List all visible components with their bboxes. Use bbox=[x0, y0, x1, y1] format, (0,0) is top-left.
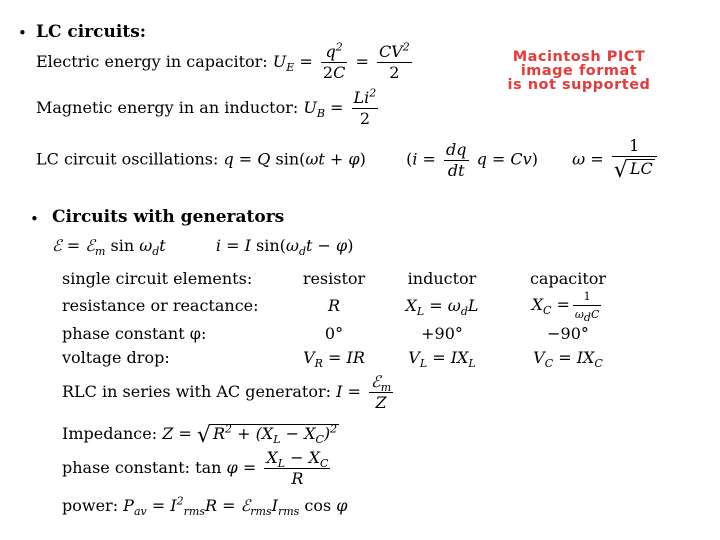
unsupported-image-notice bbox=[466, 50, 692, 92]
equation: $U_B$ = bbox=[303, 98, 344, 121]
equation: i = bbox=[412, 149, 436, 169]
equation: ω = bbox=[572, 149, 604, 169]
equation: ( bbox=[406, 149, 413, 169]
equation: i = I bbox=[215, 236, 257, 255]
fraction: $\frac{Li^2}{2}$ bbox=[353, 86, 377, 128]
equals-sign: = bbox=[355, 52, 369, 71]
power-label: power: bbox=[62, 496, 119, 515]
bullet: • bbox=[30, 210, 39, 228]
notice-line: Macintosh PICT bbox=[512, 49, 646, 65]
equation: ωt + φ bbox=[305, 149, 360, 169]
phase-constant-label: phase constant: bbox=[62, 458, 191, 477]
sqrt-symbol: √ bbox=[196, 423, 211, 448]
bullet: • bbox=[18, 24, 27, 42]
table-cell: $V_L = IX_L$ bbox=[408, 347, 476, 370]
table-row bbox=[62, 345, 628, 369]
equation: φ bbox=[331, 496, 348, 515]
equation: sin( bbox=[256, 236, 286, 255]
table-row-label: voltage drop: bbox=[62, 347, 170, 367]
fraction: $\frac{dq}{dt}$ bbox=[446, 139, 467, 180]
equation: I = bbox=[336, 382, 361, 401]
magnetic-energy-line bbox=[36, 86, 381, 128]
table-row-label: resistance or reactance: bbox=[62, 296, 259, 315]
rlc-series-label: RLC in series with AC generator: bbox=[62, 382, 332, 401]
table-header: capacitor bbox=[529, 268, 607, 288]
table-row bbox=[62, 290, 628, 321]
equation: $R^2 + (X_L - X_C)^2$ bbox=[212, 422, 338, 447]
magnetic-energy-label: Magnetic energy in an inductor: bbox=[36, 98, 299, 117]
lc-oscillations-label: LC circuit oscillations: bbox=[36, 149, 219, 169]
rlc-series-line bbox=[62, 374, 396, 411]
equation: $U_E$ = bbox=[272, 52, 313, 75]
equation: $P_{av} = I^2_{rms}R$ = $ℰ_{rms}I_{rms}$ bbox=[123, 494, 300, 519]
equation: Z = bbox=[162, 424, 197, 443]
notice-line: image format bbox=[520, 63, 638, 79]
table-cell: R bbox=[327, 296, 341, 315]
table-cell: 0° bbox=[324, 323, 344, 343]
equation: $\omega_dt - \varphi$ bbox=[285, 236, 348, 259]
section-heading-generators: Circuits with generators bbox=[52, 207, 285, 227]
equation: $\omega_dt$ bbox=[139, 236, 166, 259]
circuit-elements-table bbox=[62, 266, 628, 369]
equation: ) bbox=[531, 149, 538, 169]
lc-oscillations-line bbox=[36, 138, 660, 182]
equation: φ = bbox=[221, 458, 257, 477]
equation: ℰ = ℰ$_m$ bbox=[52, 236, 106, 259]
power-line bbox=[62, 494, 348, 519]
equation: q = Q bbox=[223, 149, 276, 169]
equation: q = Cv bbox=[476, 149, 532, 169]
equation: ) bbox=[347, 236, 354, 255]
table-cell: −90° bbox=[547, 323, 589, 343]
table-header: inductor bbox=[407, 268, 477, 288]
table-cell: $V_C = IX_C$ bbox=[533, 347, 603, 370]
impedance-line bbox=[62, 424, 339, 447]
table-header: single circuit elements: bbox=[62, 268, 253, 288]
table-cell: $X_L = \omega_dL$ bbox=[405, 296, 479, 319]
electric-energy-line bbox=[36, 40, 415, 82]
equation: sin bbox=[110, 236, 140, 255]
table-row-label: phase constant φ: bbox=[62, 323, 207, 343]
phase-constant-line bbox=[62, 450, 333, 487]
electric-energy-label: Electric energy in capacitor: bbox=[36, 52, 268, 71]
notice-line: is not supported bbox=[507, 77, 651, 93]
fraction: $\frac{1}{√ LC}$ bbox=[612, 138, 657, 182]
fraction: $\frac{X_L - X_C}{R}$ bbox=[266, 448, 329, 488]
equation: sin( bbox=[275, 149, 306, 169]
fraction: $\frac{CV^2}{2}$ bbox=[378, 40, 410, 82]
table-cell: $X_C$ = $\frac{1}{\omega_dC}$ bbox=[531, 290, 600, 325]
fraction: $\frac{q^2}{2C}$ bbox=[322, 40, 346, 82]
impedance-label: Impedance: bbox=[62, 424, 158, 443]
table-row bbox=[62, 266, 628, 290]
table-cell: +90° bbox=[421, 323, 463, 343]
fraction: $\frac{ℰ_m}{Z}$ bbox=[371, 372, 392, 412]
section-heading-lc: LC circuits: bbox=[36, 22, 147, 42]
equation: tan bbox=[195, 458, 222, 477]
equation: ) bbox=[359, 149, 366, 169]
generator-equations bbox=[52, 236, 354, 259]
table-cell: $V_R$ = IR bbox=[303, 347, 365, 370]
table-header: resistor bbox=[302, 268, 366, 288]
table-row bbox=[62, 321, 628, 345]
equation: cos bbox=[304, 496, 332, 515]
